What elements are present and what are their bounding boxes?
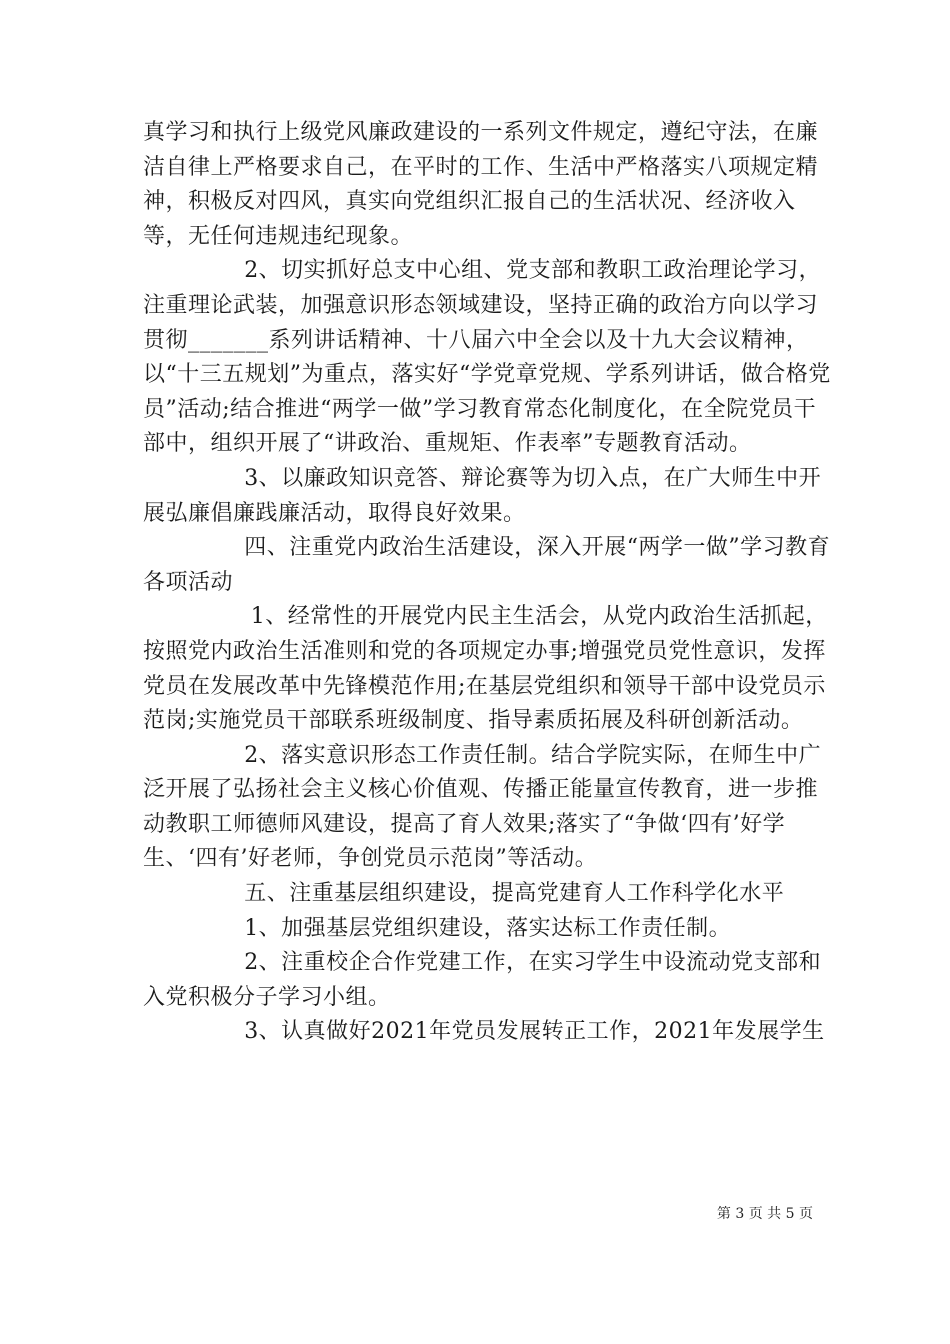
paragraph-item-3: 3、以廉政知识竞答、辩论赛等为切入点，在广大师生中开展弘廉倡廉践廉活动，取得良好效果。 xyxy=(143,465,822,526)
paragraph-continuation: 真学习和执行上级党风廉政建设的一系列文件规定，遵纪守法，在廉洁自律上严格要求自己，在平时的工作、生活中严格落实八项规定精神，积极反对四风，真实向党组织汇报自己的生活状况、经济收入等，无任何违规违纪现象。 xyxy=(143,120,819,249)
paragraph-item-5-3: 3、认真做好2021年党员发展转正工作，2021年发展学生 xyxy=(244,1019,825,1045)
paragraph-item-5-1: 1、加强基层党组织建设，落实达标工作责任制。 xyxy=(244,915,732,941)
paragraph-item-2: 2、切实抓好总支中心组、党支部和教职工政治理论学习，注重理论武装，加强意识形态领域建设，坚持正确的政治方向以学习贯彻_______系列讲话精神、十八届六中全会以及十九大会议精神，以“十三五规划”为重点，落实好“学党章党规、学系列讲话，做合格党员”活动;结合推进“两学一做”学习教育常态化制度化，在全院党员干部中，组织开展了“讲政治、重规矩、作表率”专题教育活动。 xyxy=(143,258,831,457)
section-heading-5: 五、注重基层组织建设，提高党建育人工作科学化水平 xyxy=(244,881,785,907)
section-heading-4: 四、注重党内政治生活建设，深入开展“两学一做”学习教育各项活动 xyxy=(143,535,831,595)
document-body xyxy=(143,116,833,1050)
page-number-footer: 第 3 页 共 5 页 xyxy=(716,1206,813,1222)
paragraph-item-4-1: 1、经常性的开展党内民主生活会，从党内政治生活抓起，按照党内政治生活准则和党的各项规定办事;增强党员党性意识，发挥党员在发展改革中先锋模范作用;在基层党组织和领导干部中设党员示范岗;实施党员干部联系班级制度、指导素质拓展及科研创新活动。 xyxy=(143,604,828,734)
paragraph-item-4-2: 2、落实意识形态工作责任制。结合学院实际，在师生中广泛开展了弘扬社会主义核心价值观、传播正能量宣传教育，进一步推动教职工师德师风建设，提高了育人效果;落实了“争做‘四有’好学生、‘四有’好老师，争创党员示范岗”等活动。 xyxy=(143,742,822,872)
paragraph-item-5-2: 2、注重校企合作党建工作，在实习学生中设流动党支部和入党积极分子学习小组。 xyxy=(143,950,822,1010)
